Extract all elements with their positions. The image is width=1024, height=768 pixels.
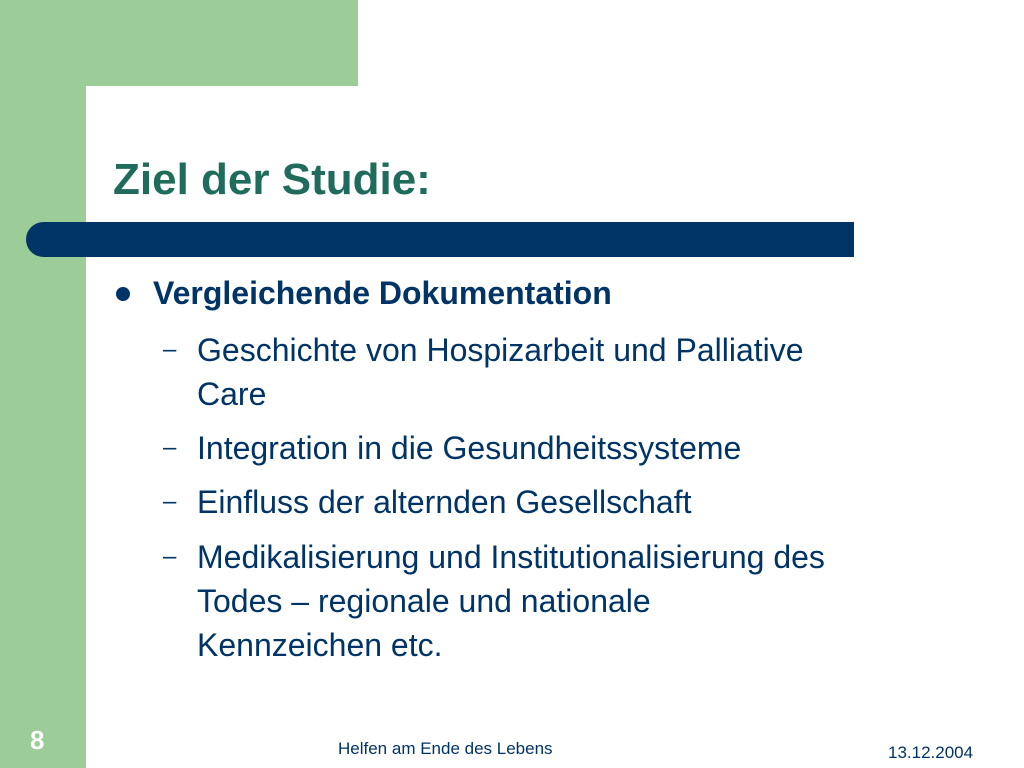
sub-bullet-text xyxy=(197,426,987,470)
sub-bullet-line: Care xyxy=(197,376,267,412)
footer-title: Helfen am Ende des Lebens xyxy=(338,739,553,758)
main-bullet xyxy=(113,270,612,311)
dash-icon: – xyxy=(163,543,177,570)
sub-bullet-line: Geschichte von Hospizarbeit und Palliative xyxy=(197,332,804,368)
sub-bullet-text xyxy=(197,535,987,667)
sub-bullet-line: Einfluss der alternden Gesellschaft xyxy=(197,484,692,520)
sub-bullet-line: Kennzeichen etc. xyxy=(197,627,443,663)
main-bullet-text: Vergleichende Dokumentation xyxy=(153,275,612,311)
slide-number: 8 xyxy=(30,725,45,755)
sub-bullet-line: Integration in die Gesundheitssysteme xyxy=(197,430,742,466)
dash-icon: – xyxy=(163,336,177,363)
bullet-dot-icon xyxy=(116,287,130,301)
dash-icon: – xyxy=(163,434,177,461)
sub-bullet-text xyxy=(197,328,987,416)
sub-bullet-line: Todes – regionale und nationale xyxy=(197,583,651,619)
footer-date: 13.12.2004 xyxy=(888,743,974,762)
sub-bullet-line: Medikalisierung und Institutionalisierung des xyxy=(197,539,825,575)
sub-bullet-text xyxy=(197,480,987,524)
slide-title: Ziel der Studie: xyxy=(113,155,431,204)
dash-icon: – xyxy=(163,488,177,515)
